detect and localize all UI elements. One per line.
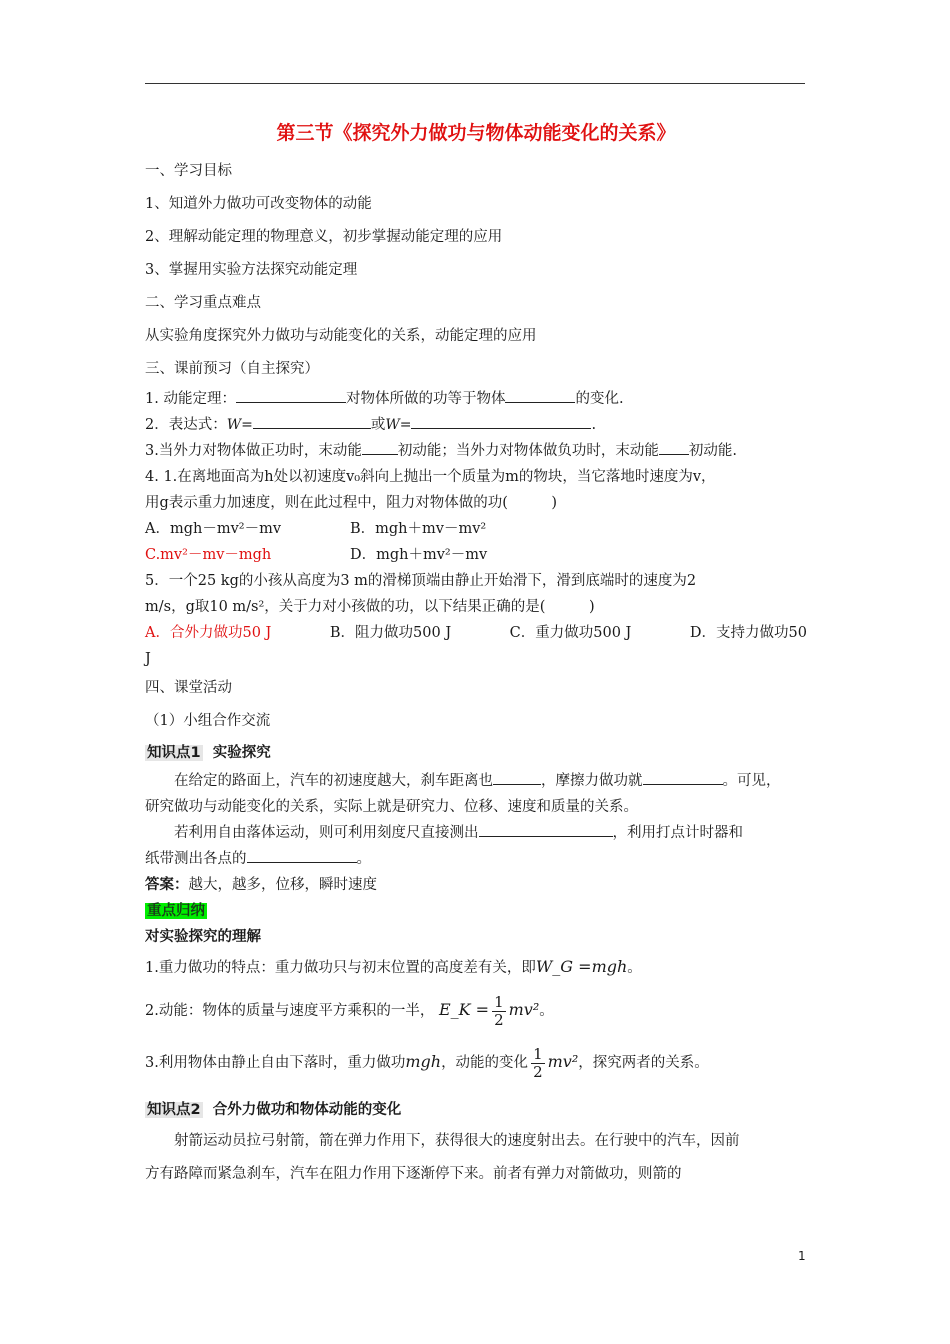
fill-blank[interactable] <box>362 439 398 455</box>
key-points-text: 从实验角度探究外力做功与动能变化的关系，动能定理的应用 <box>145 328 537 344</box>
paragraph: 纸带测出各点的 。 <box>145 846 807 872</box>
paragraph: 在给定的路面上，汽车的初速度越大，刹车距离也 ，摩擦力做功就 。可见， <box>145 768 807 794</box>
section-heading: 二、学习重点难点 <box>145 295 261 311</box>
question-3: 3.当外力对物体做正功时，末动能 初动能；当外力对物体做负功时，末动能 初动能. <box>145 438 807 464</box>
fill-blank[interactable] <box>643 769 723 785</box>
question-5-line: 5．一个25 kg的小孩从高度为3 m的滑梯顶端由静止开始滑下，滑到底端时的速度为2 <box>145 573 697 589</box>
choice-b[interactable]: B．mgh＋mv－mv² <box>350 521 487 537</box>
paragraph: 射箭运动员拉弓射箭，箭在弹力作用下，获得很大的速度射出去。在行驶中的汽车，因前 <box>174 1133 740 1149</box>
choice-d[interactable]: D．mgh＋mv²－mv <box>350 547 488 563</box>
section-heading: 三、课前预习（自主探究） <box>145 361 319 377</box>
formula-line-3: 3.利用物体由静止自由下落时，重力做功mgh，动能的变化 $\frac{1}{2}$ mv²，探究两者的关系。 <box>145 1044 709 1081</box>
focus-summary <box>145 898 807 924</box>
fill-blank[interactable] <box>411 413 591 429</box>
paragraph: 若利用自由落体运动，则可利用刻度尺直接测出 ，利用打点计时器和 <box>145 820 807 846</box>
page-title: 第三节《探究外力做功与物体动能变化的关系》 <box>276 122 676 144</box>
question-5-choices <box>145 620 807 646</box>
gravity-work-formula: W_G =mgh <box>535 957 628 976</box>
question-4-choices <box>145 516 807 542</box>
question-4-line: 4. 1.在离地面高为h处以初速度v₀斜向上抛出一个质量为m的物块，当它落地时速度为v， <box>145 469 716 485</box>
knowledge-point-label: 知识点1 <box>147 745 201 761</box>
section-heading: 四、课堂活动 <box>145 680 232 696</box>
fill-blank[interactable] <box>659 439 689 455</box>
choice-c[interactable]: C．重力做功500 J <box>509 625 632 641</box>
answer: 答案：越大，越多，位移，瞬时速度 <box>145 877 377 893</box>
knowledge-point-label: 知识点2 <box>147 1102 201 1118</box>
fill-blank[interactable] <box>247 847 357 863</box>
fill-blank[interactable] <box>505 387 575 403</box>
question-1: 1. 动能定理： 对物体所做的功等于物体 的变化. <box>145 386 807 412</box>
choice-d-continued: J <box>145 651 151 667</box>
formula-line-1: 1.重力做功的特点：重力做功只与初末位置的高度差有关，即W_G =mgh。 <box>145 957 642 976</box>
knowledge-point-2: 知识点2 合外力做功和物体动能的变化 <box>147 1102 402 1118</box>
paragraph: 研究做功与动能变化的关系，实际上就是研究力、位移、速度和质量的关系。 <box>145 799 638 815</box>
paragraph: 方有路障而紧急刹车，汽车在阻力作用下逐渐停下来。前者有弹力对箭做功，则箭的 <box>145 1166 682 1182</box>
question-4-line: 用g表示重力加速度，则在此过程中，阻力对物体做的功( ) <box>145 495 558 511</box>
choice-c-answer[interactable]: C.mv²－mv－mgh <box>145 547 272 563</box>
section-heading: 一、学习目标 <box>145 163 232 179</box>
formula-line-2: 2.动能：物体的质量与速度平方乘积的一半， E_K = $\frac{1}{2}$ mv²。 <box>145 992 554 1029</box>
question-5-line: m/s，g取10 m/s²，关于力对小孩做的功，以下结果正确的是( ) <box>145 599 595 615</box>
subsection-heading: （1）小组合作交流 <box>145 713 271 729</box>
focus-badge: 重点归纳 <box>147 903 205 919</box>
page-number: 1 <box>798 1249 806 1263</box>
header-rule <box>145 83 805 84</box>
question-2: 2．表达式：W= 或W= . <box>145 412 807 438</box>
goal-item: 2、理解动能定理的物理意义，初步掌握动能定理的应用 <box>145 229 503 245</box>
answer-label: 答案： <box>145 877 189 893</box>
goal-item: 3、掌握用实验方法探究动能定理 <box>145 262 358 278</box>
choice-b[interactable]: B．阻力做功500 J <box>329 625 452 641</box>
knowledge-point-1: 知识点1 实验探究 <box>147 745 271 761</box>
choice-d[interactable]: D．支持力做功50 <box>689 625 807 641</box>
fill-blank[interactable] <box>493 769 541 785</box>
fill-blank[interactable] <box>253 413 371 429</box>
kinetic-energy-symbol: E_K = <box>438 1000 490 1019</box>
choice-a[interactable]: A．mgh－mv²－mv <box>145 521 282 537</box>
question-4-choices <box>145 542 807 568</box>
fill-blank[interactable] <box>236 387 346 403</box>
fraction-one-half: $\frac{1}{2}$ <box>494 992 504 1029</box>
choice-a-answer[interactable]: A．合外力做功50 J <box>145 625 272 641</box>
fraction-one-half: $\frac{1}{2}$ <box>533 1044 543 1081</box>
goal-item: 1、知道外力做功可改变物体的动能 <box>145 196 372 212</box>
summary-heading: 对实验探究的理解 <box>145 929 261 945</box>
document-body <box>145 118 807 1191</box>
fill-blank[interactable] <box>479 821 613 837</box>
